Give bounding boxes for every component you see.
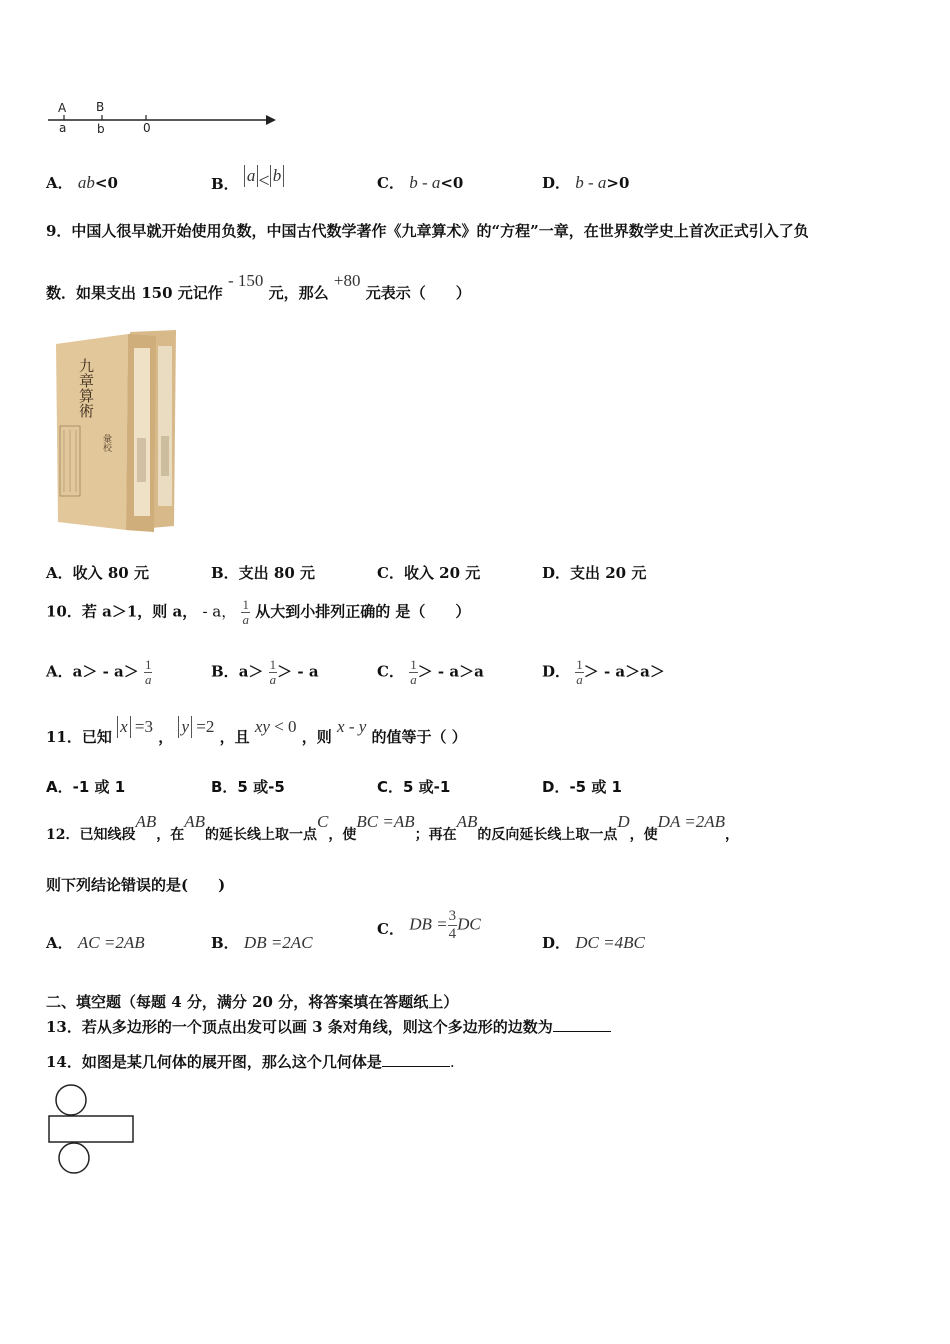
- q11-option-d: D．-5 或 1: [542, 778, 622, 796]
- q14-answer-blank: [382, 1066, 450, 1067]
- q9-value-negative: - 150: [228, 271, 264, 290]
- q8-option-b: B． a < b: [211, 164, 284, 187]
- q10-option-a: A．a＞ - a＞ $\frac{1}{a}$: [46, 657, 152, 687]
- number-line-figure: [44, 96, 280, 140]
- book-subtitle: 彙校: [101, 434, 111, 452]
- q9-option-b: B．支出 80 元: [211, 564, 315, 582]
- q11-stem: 11．已知 x =3 ， y =2 ，且 xy < 0 ，则 x - y 的值等于（ ）: [46, 717, 467, 746]
- q10-option-d: D． $\frac{1}{a}$ ＞ - a＞a＞: [542, 657, 665, 687]
- q8-option-c: C． b - a<0: [377, 173, 464, 192]
- q9-option-d: D．支出 20 元: [542, 564, 647, 582]
- q10-stem: 10．若 a＞1，则 a， - a， $\frac{1}{a}$ 从大到小排列正确的 是（ ）: [46, 597, 471, 627]
- q10-option-c: C． $\frac{1}{a}$ ＞ - a＞a: [377, 657, 484, 687]
- bottom-circle: [59, 1143, 89, 1173]
- cylinder-net-figure: [46, 1084, 138, 1176]
- q12-option-a: A． AC =2AB: [46, 933, 145, 952]
- q12-option-c: C． DB = $\frac{3}{4}$ DC: [377, 908, 481, 942]
- book-title: 九章算術: [77, 358, 95, 418]
- section2-heading: 二、填空题（每题 4 分，满分 20 分，将答案填在答题纸上）: [46, 993, 459, 1011]
- q13-answer-blank: [553, 1031, 611, 1032]
- q12-option-b: B． DB =2AC: [211, 933, 313, 952]
- q12-c-fraction: $\frac{3}{4}$: [448, 908, 457, 942]
- label-B: B: [96, 100, 105, 114]
- q10-b-fraction: $\frac{1}{a}$: [269, 657, 277, 687]
- q11-abs-x: x: [117, 716, 131, 738]
- q9-value-positive: +80: [333, 271, 361, 290]
- top-circle: [56, 1085, 86, 1115]
- q9-stem-line2: 数．如果支出 150 元记作 - 150 元，那么 +80 元表示（ ）: [46, 271, 471, 302]
- label-0: 0: [143, 121, 151, 135]
- q11-option-a: A．-1 或 1: [46, 778, 126, 796]
- jiuzhang-suanshu-book-image: [46, 326, 192, 538]
- q14-stem: 14．如图是某几何体的展开图，那么这个几何体是 .: [46, 1053, 455, 1071]
- q10-c-fraction: $\frac{1}{a}$: [410, 657, 417, 687]
- side-rectangle: [49, 1116, 133, 1142]
- q12-stem-line2: 则下列结论错误的是( ): [46, 876, 226, 894]
- q10-d-fraction: $\frac{1}{a}$: [576, 657, 583, 687]
- q10-fraction: $\frac{1}{a}$: [242, 597, 249, 627]
- q9-option-c: C．收入 20 元: [377, 564, 481, 582]
- q11-option-b: B．5 或-5: [211, 778, 285, 796]
- q11-option-c: C．5 或-1: [377, 778, 451, 796]
- q12-stem-line1: 12．已知线段AB，在AB的延长线上取一点C，使BC =AB；再在AB的反向延长线上取一点D，使DA =2AB，: [46, 812, 740, 843]
- q10-option-b: B．a＞ $\frac{1}{a}$ ＞ - a: [211, 657, 319, 687]
- label-A: A: [58, 101, 67, 115]
- q9-stem-line1: 9．中国人很早就开始使用负数，中国古代数学著作《九章算术》的“方程”一章，在世界数学史上首次正式引入了负: [46, 222, 809, 240]
- q9-option-a: A．收入 80 元: [46, 564, 149, 582]
- q8-option-a: A． ab<0: [46, 173, 118, 192]
- q10-a-fraction: $\frac{1}{a}$: [144, 657, 152, 687]
- q12-option-d: D． DC =4BC: [542, 933, 645, 952]
- q13-stem: 13．若从多边形的一个顶点出发可以画 3 条对角线，则这个多边形的边数为: [46, 1016, 611, 1037]
- label-b: b: [97, 122, 105, 136]
- q8-a-expr: ab: [77, 173, 95, 192]
- q11-abs-y: y: [178, 716, 192, 738]
- label-a: a: [59, 121, 67, 135]
- q8-option-d: D． b - a>0: [542, 173, 630, 192]
